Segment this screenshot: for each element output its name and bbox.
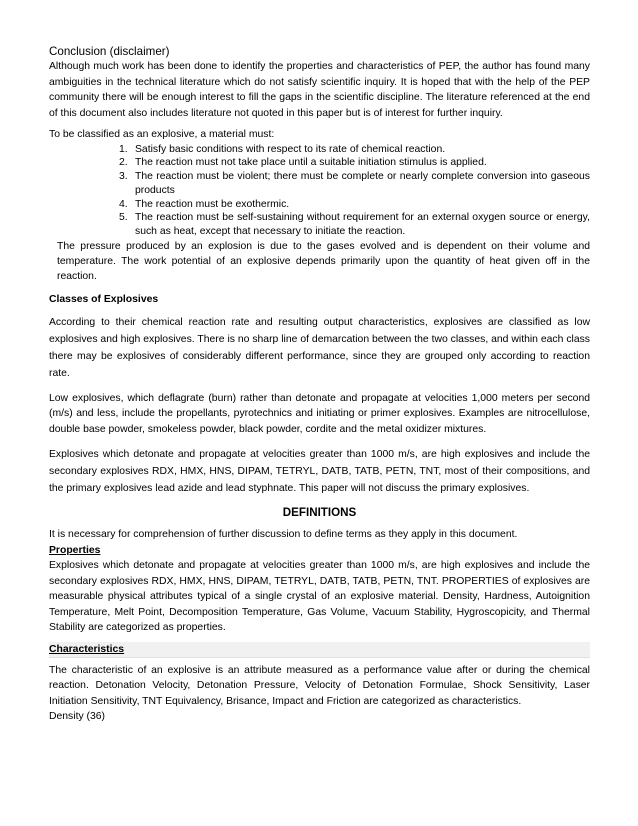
density-label: Density (36)	[49, 711, 106, 723]
classes-title: Classes of Explosives	[49, 294, 159, 306]
definitions-title: DEFINITIONS	[282, 506, 357, 520]
condition-item	[119, 156, 590, 170]
classes-paragraph-3: Explosives which detonate and propagate at velocities greater than 1000 m/s, are high explosives and include the secondary explosives RDX, HMX, HNS, DIPAM, TETRYL, DATB, TATB, PETN, TNT, most of their compositions, and the primary explosives lead azide and lead styphnate. This paper will not discuss the primary explosives.	[49, 449, 590, 495]
condition-number: 2.	[119, 157, 128, 169]
definitions-intro: It is necessary for comprehension of further discussion to define terms as they apply in this document.	[49, 529, 518, 541]
condition-number: 5.	[119, 212, 128, 224]
condition-number: 4.	[119, 198, 128, 210]
condition-text: The reaction must be violent; there must be complete or nearly complete conversion into gaseous products	[135, 171, 590, 196]
condition-text: The reaction must be self-sustaining without requirement for an external oxygen source or energy, such as heat, except that necessary to initiate the reaction.	[135, 212, 590, 238]
condition-text: The reaction must be exothermic.	[135, 198, 290, 210]
characteristics-paragraph: The characteristic of an explosive is an attribute measured as a performance value after or during the chemical reaction. Detonation Velocity, Detonation Pressure, Velocity of Detonation Formulae, Shock Sensitivity, Laser Initiation Sensitivity, TNT Equivalency, Brisance, Impact and Friction are categorized as characteristics.	[49, 664, 590, 707]
pressure-paragraph: The pressure produced by an explosion is due to the gases evolved and is dependent on their volume and temperature. The work potential of an explosive depends primarily upon the quantity of heat given off in the reaction.	[57, 241, 590, 283]
classification-conditions-list	[49, 143, 590, 240]
classification-intro: To be classified as an explosive, a material must:	[49, 129, 275, 140]
condition-item	[119, 211, 590, 239]
characteristics-title: Characteristics	[49, 642, 590, 658]
conclusion-title: Conclusion (disclaimer)	[49, 45, 170, 58]
condition-number: 3.	[119, 171, 128, 183]
condition-item	[119, 170, 590, 198]
conclusion-paragraph: Although much work has been done to identify the properties and characteristics of PEP, the author has found many ambiguities in the technical literature which do not satisfy scientific inquiry. It is hoped that with the help of the PEP community there will be enough interest to fill the gaps in the scientific discipline. The literature referenced at the end of this document also includes literature not quoted in this paper but is of interest for further inquiry.	[49, 61, 590, 119]
properties-title: Properties	[49, 544, 101, 556]
properties-paragraph: Explosives which detonate and propagate at velocities greater than 1000 m/s, are high explosives and include the secondary explosives RDX, HMX, HNS, DIPAM, TETRYL, DATB, TATB, PETN, TNT. PROPERTIES of explosives are measurable physical attributes typical of a single crystal of an explosive material. Density, Hardness, Autoignition Temperature, Melt Point, Decomposition Temperature, Gas Volume, Vacuum Stability, Hygroscopicity, and Thermal Stability are categorized as properties.	[49, 560, 590, 634]
condition-number: 1.	[119, 143, 128, 155]
condition-text: The reaction must not take place until a suitable initiation stimulus is applied.	[135, 157, 487, 169]
condition-text: Satisfy basic conditions with respect to its rate of chemical reaction.	[135, 143, 446, 155]
classes-paragraph-2: Low explosives, which deflagrate (burn) rather than detonate and propagate at velocities 1,000 meters per second (m/s) and less, include the propellants, pyrotechnics and initiating or primer explosives. Examples are nitrocellulose, double base powder, smokeless powder, black powder, cordite and the metal oxidizer mixtures.	[49, 392, 590, 435]
classes-paragraph-1: According to their chemical reaction rate and resulting output characteristics, explosives are classified as low explosives and high explosives. There is no sharp line of demarcation between the two classes, and within each class there may be explosives of considerably different performance, since they are grouped only according to reaction rate.	[49, 316, 590, 379]
condition-item	[119, 198, 590, 212]
condition-item	[119, 143, 590, 157]
